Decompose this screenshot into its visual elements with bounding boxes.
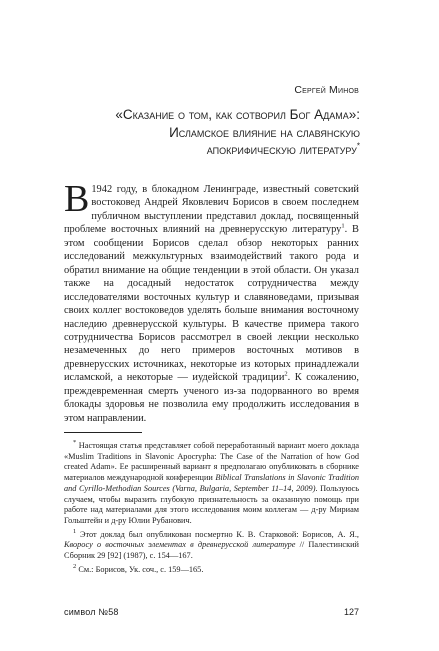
footnote-1-italic: Кворосу о восточных элементах в древнерусской литературе (64, 540, 296, 550)
footnote-separator (64, 432, 142, 433)
article-body (64, 178, 359, 425)
title-line-3 (70, 141, 360, 159)
journal-name: символ №58 (64, 607, 119, 617)
footnotes (64, 441, 359, 578)
article-title (70, 106, 360, 159)
footnote-ref-1[interactable]: 1 (341, 222, 345, 230)
page-number: 127 (343, 607, 359, 617)
footnote-1 (64, 527, 359, 562)
drop-cap: В (64, 178, 90, 220)
title-footnote-mark: * (356, 141, 360, 151)
footnote-2-text: См.: Борисов, Ук. соч., с. 159—165. (78, 564, 204, 574)
title-line-3-text: апокрифическую литературу (206, 142, 357, 157)
footnote-star-mark: * (73, 439, 77, 447)
title-line-2: Исламское влияние на славянскую (169, 124, 360, 140)
footnote-1-text-a: Этот доклад был опубликован посмертно К. В. Старковой: Борисов, А. Я., (80, 529, 359, 539)
body-text-part-2: . В этом сообщении Борисов сделал обзор некоторых ранних исследований межкультурных взаимодействий такого рода и обратил внимание на общие тенденции в этой области. Он указал также на досадный недостаток сотрудничества между исследователями восточных культур и славяноведами, призывая своих коллег востоковедов уделять больше внимания восточному наследию древнерусской культуры. В качестве примера такого сотрудничества Борисов рассмотрел в своей лекции несколько незамеченных до него примеров восточных мотивов в древнерусских источниках, некоторые из которых принадлежали исламской, а некоторые — иудейской традиции (64, 224, 359, 384)
body-text-part-3: . К сожалению, преждевременная смерть ученого из-за подорванного во время блокады здоровья не позволила ему продолжить исследования в этом направлении. (64, 372, 359, 424)
footnote-2-mark: 2 (73, 562, 77, 570)
footnote-star-italic: Biblical Translations in Slavonic Tradition and Cyrillo-Methodian Sources (Varna, Bulgaria, September 11–14, 2009) (64, 473, 359, 493)
article-author: Сергей Минов (294, 84, 359, 96)
body-paragraph (64, 178, 359, 425)
body-text-part-1: 1942 году, в блокадном Ленинграде, известный советский востоковед Андрей Яковлевич Борисов в своем последнем публичном выступлении представил доклад, посвященный проблеме восточных влияний на древнерусскую литературу (64, 184, 359, 236)
footnote-1-mark: 1 (73, 527, 77, 535)
footnote-ref-2[interactable]: 2 (284, 370, 288, 378)
footnote-1-text-b: // Палестинский Сборник 29 [92] (1987), с. 154—167. (64, 540, 359, 561)
footnote-star-text-a: Настоящая статья представляет собой переработанный вариант моего доклада «Muslim Traditions in Slavonic Apocrypha: The Case of the Narration of how God created Adam». Ее расширенный вариант я предполагаю опубликовать в сборнике материалов международной конференции (64, 441, 359, 483)
title-line-1: «Сказание о том, как сотворил Бог Адама»: (115, 107, 360, 122)
footnote-2 (64, 562, 359, 576)
footnote-star-text-b: . Пользуюсь случаем, чтобы выразить глубокую признательность за оказанную помощь при работе над материалами для этого исследования моим коллегам — д-ру Мириам Гольштейн и д-ру Юлии Рубанович. (64, 483, 359, 525)
footnote-star (64, 441, 359, 527)
